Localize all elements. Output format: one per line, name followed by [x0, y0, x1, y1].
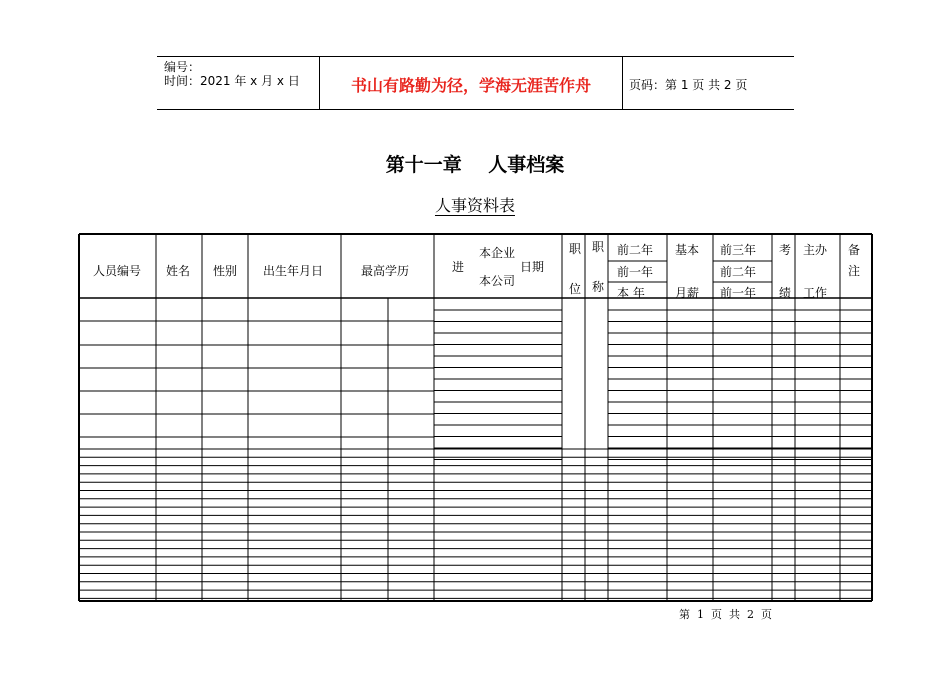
header-position-top: 职 [569, 242, 582, 256]
header-birth-date: 出生年月日 [263, 264, 324, 278]
header-note-bottom: 注 [848, 264, 861, 278]
motto-text: 书山有路勤为径，学海无涯苦作舟 [350, 76, 591, 95]
header-join-company-1: 本企业 [479, 246, 516, 260]
header-title-top: 职 [592, 240, 605, 254]
header-salary-top: 基本 [675, 243, 700, 257]
header-salary-bottom: 月薪 [675, 286, 700, 300]
header-perf-2ago: 前二年 [720, 265, 757, 279]
header-eval-bottom: 绩 [779, 286, 792, 300]
header-join-date: 日期 [520, 260, 545, 274]
document-date-label: 时间：2021 年 x 月 x 日 [164, 74, 300, 88]
header-gender: 性别 [213, 264, 238, 278]
header-education: 最高学历 [361, 264, 410, 278]
header-join-prefix: 进 [452, 260, 465, 274]
header-staff-id: 人员编号 [93, 264, 142, 278]
header-eval-top: 考 [779, 243, 792, 257]
header-title-bottom: 称 [592, 280, 605, 294]
document-number-label: 编号： [164, 60, 201, 74]
header-years-1ago: 前一年 [617, 265, 654, 279]
sheet-title: 人事资料表 [434, 196, 515, 215]
header-years-2ago: 前二年 [617, 243, 654, 257]
header-note-top: 备 [848, 243, 861, 257]
header-main-work-top: 主办 [803, 243, 828, 257]
header-perf-1ago: 前一年 [720, 286, 757, 300]
header-years-this: 本 年 [617, 286, 645, 300]
header-position-bottom: 位 [569, 282, 582, 296]
chapter-title: 第十一章 人事档案 [385, 154, 565, 176]
header-perf-3ago: 前三年 [720, 243, 757, 257]
header-join-company-2: 本公司 [479, 274, 516, 288]
header-name: 姓名 [166, 264, 191, 278]
page-indicator: 页码：第 1 页 共 2 页 [629, 78, 748, 92]
page-footer: 第 1 页 共 2 页 [679, 608, 772, 621]
header-main-work-bottom: 工作 [803, 286, 828, 300]
